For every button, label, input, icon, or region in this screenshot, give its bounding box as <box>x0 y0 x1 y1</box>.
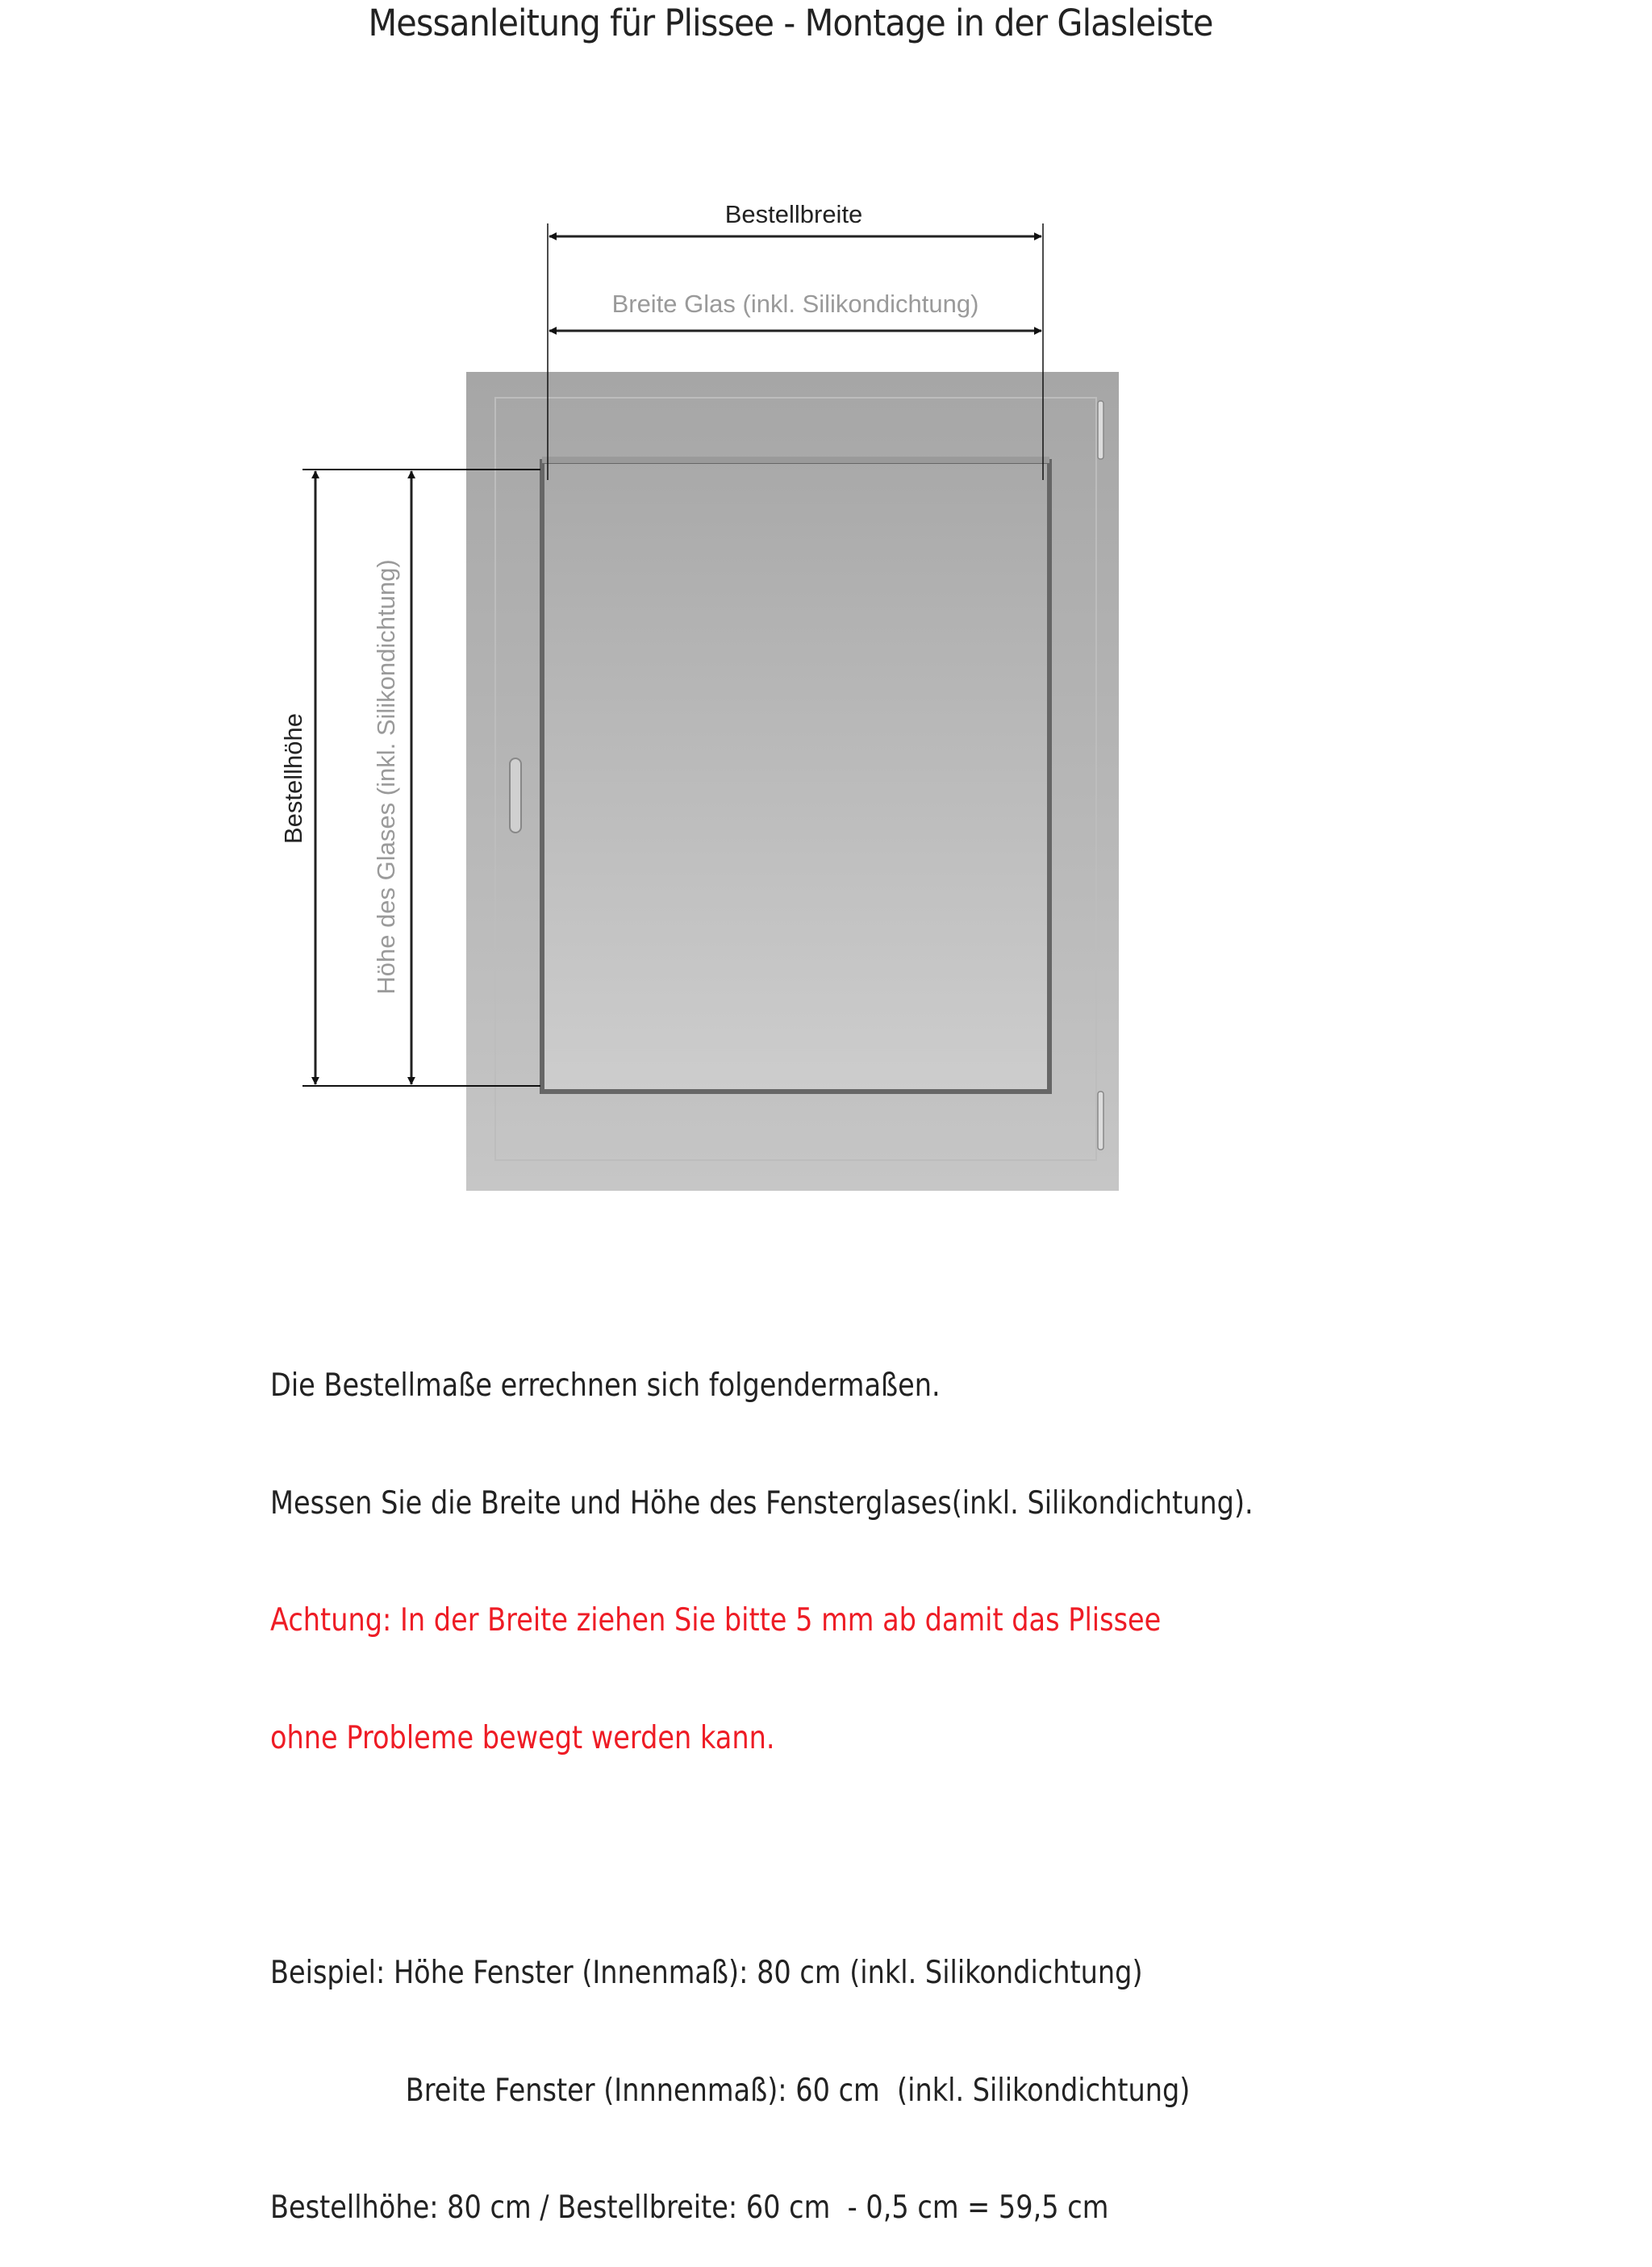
window-handle-icon <box>510 758 521 833</box>
instructions <box>270 1291 1254 2267</box>
warning-line: ohne Probleme bewegt werden kann. <box>270 1719 775 1756</box>
instruction-line: Messen Sie die Breite und Höhe des Fensterglases(inkl. Silikondichtung). <box>270 1484 1254 1522</box>
example-line: Beispiel: Höhe Fenster (Innenmaß): 80 cm (inkl. Silikondichtung) <box>270 1955 1143 1991</box>
page-title: Messanleitung für Plissee - Montage in der Glasleiste <box>368 2 1213 44</box>
hinge-bottom-icon <box>1098 1092 1103 1150</box>
glass-height-label: Höhe des Glases (inkl. Silikondichtung) <box>372 559 400 995</box>
hinge-top-icon <box>1098 401 1103 459</box>
result-line: Bestellhöhe: 80 cm / Bestellbreite: 60 cm - 0,5 cm = 59,5 cm <box>270 2190 1109 2226</box>
window-glass <box>542 461 1049 1092</box>
order-width-label: Bestellbreite <box>724 200 863 228</box>
example-line: Breite Fenster (Innnenmaß): 60 cm (inkl. Silikondichtung) <box>405 2072 1191 2109</box>
instruction-line: Die Bestellmaße errechnen sich folgendermaßen. <box>270 1367 941 1404</box>
warning-line: Achtung: In der Breite ziehen Sie bitte 5 mm ab damit das Plissee <box>270 1602 1162 1639</box>
glass-width-label: Breite Glas (inkl. Silikondichtung) <box>611 290 979 318</box>
order-height-label: Bestellhöhe <box>279 712 307 845</box>
